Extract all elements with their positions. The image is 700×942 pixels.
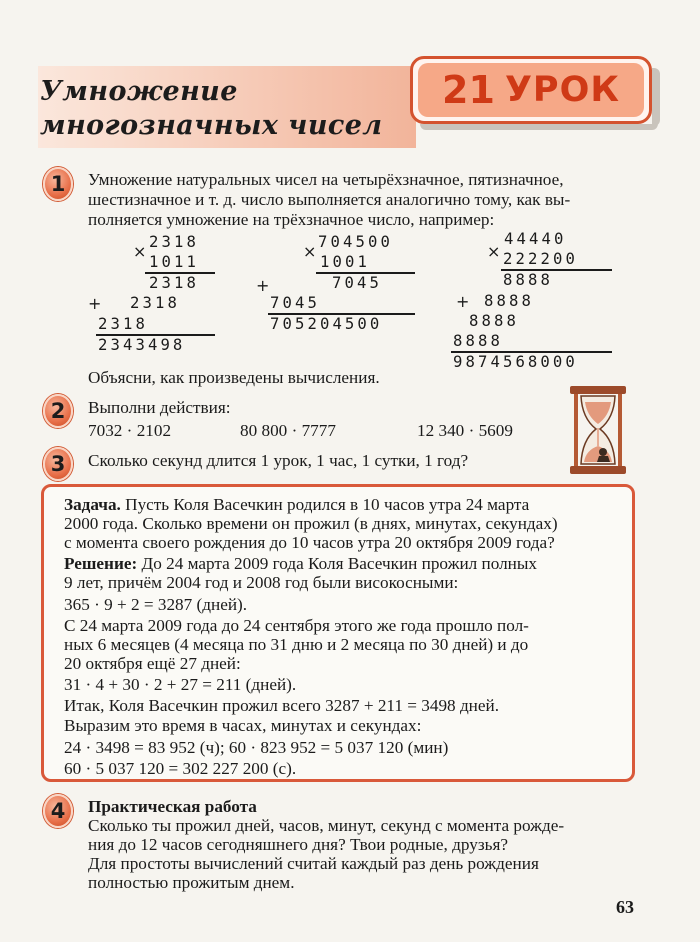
solution-text: До 24 марта 2009 года Коля Васечкин прожил полных [137,554,538,573]
plus-sign: + [256,276,270,295]
solution-text: Выразим это время в часах, минутах и секундах: [64,716,422,735]
partial-product: 7045 [332,274,382,292]
task2-expression: 80 800 · 7777 [240,421,336,440]
times-sign: × [303,242,317,261]
task1-line-2: шестизначное и т. д. число выполняется аналогично тому, как вы- [88,190,571,209]
partial-product: 2318 [98,315,148,333]
task1-line-3: полняется умножение на трёхзначное число, например: [88,210,495,229]
task-paragraph [64,495,529,514]
task4-line: Сколько ты прожил дней, часов, минут, секунд с момента рожде- [88,816,565,835]
solution-text: Итак, Коля Васечкин прожил всего 3287 + 211 = 3498 дней. [64,696,500,715]
multiplicand: 2318 [149,233,199,251]
task4-title: Практическая работа [88,797,257,816]
partial-product: 2318 [130,294,180,312]
task2-prompt: Выполни действия: [88,398,231,417]
task4-line: ния до 12 часов сегодняшнего дня? Твои родные, друзья? [88,835,509,854]
badge-shadow-bottom [420,124,658,130]
hourglass-icon [568,384,628,476]
task-text: Пусть Коля Васечкин родился в 10 часов утра 24 марта [120,495,530,514]
product-result: 9874568000 [453,353,578,371]
times-sign: × [133,242,147,261]
multiplicand: 44440 [504,230,567,248]
task-text: 2000 года. Сколько времени он прожил (в днях, минутах, секундах) [64,514,558,533]
task2-expression: 12 340 · 5609 [417,421,513,440]
solution-text: С 24 марта 2009 года до 24 сентября этого же года прошло пол- [64,616,529,635]
task-number-2: 2 [43,394,73,428]
solution-text: ных 6 месяцев (4 месяца по 31 дню и 2 месяца по 30 дней) и до [64,635,529,654]
task4-line: Для простоты вычислений считай каждый раз день рождения [88,854,539,873]
task-number-1: 1 [43,167,73,201]
solution-text: 31 · 4 + 30 · 2 + 27 = 211 (дней). [64,675,297,694]
task2-expression: 7032 · 2102 [88,421,172,440]
product-result: 2343498 [98,336,186,354]
plus-sign: + [88,294,102,313]
page-title-line-1: Умножение [40,76,238,107]
task1-explain: Объясни, как произведены вычисления. [88,368,380,387]
multiplier: 222200 [503,250,578,268]
partial-product: 2318 [149,274,199,292]
task1-line-1: Умножение натуральных чисел на четырёхзначное, пятизначное, [88,170,564,189]
lesson-badge [410,56,652,124]
page-title-line-2: многозначных чисел [40,110,383,141]
task-number-4: 4 [43,794,73,828]
solution-text: 20 октября ещё 27 дней: [64,654,241,673]
solution-label: Решение: [64,554,138,573]
lesson-word: УРОК [504,70,620,110]
plus-sign: + [456,292,470,311]
task-box [41,484,635,782]
page-number: 63 [616,897,634,917]
partial-product: 8888 [469,312,519,330]
task-text: с момента своего рождения до 10 часов утра 20 октября 2009 года? [64,533,555,552]
badge-shadow [652,68,660,126]
task3-prompt: Сколько секунд длится 1 урок, 1 час, 1 сутки, 1 год? [88,451,469,470]
partial-product: 8888 [503,271,553,289]
multiplier: 1011 [149,253,199,271]
solution-text: 9 лет, причём 2004 год и 2008 год были високосными: [64,573,459,592]
task-label: Задача. [64,495,121,514]
task-number-3: 3 [43,447,73,481]
partial-product: 8888 [453,332,503,350]
times-sign: × [487,242,501,261]
multiplicand: 704500 [318,233,393,251]
task4-line: полностью прожитым днем. [88,873,295,892]
solution-text: 60 · 5 037 120 = 302 227 200 (с). [64,759,297,778]
multiplier: 1001 [320,253,370,271]
partial-product: 8888 [484,292,534,310]
product-result: 705204500 [270,315,383,333]
solution-text: 24 · 3498 = 83 952 (ч); 60 · 823 952 = 5 037 120 (мин) [64,738,449,757]
solution-text: 365 · 9 + 2 = 3287 (дней). [64,595,248,614]
lesson-number: 21 [442,68,495,112]
partial-product: 7045 [270,294,320,312]
solution-paragraph [64,554,537,573]
